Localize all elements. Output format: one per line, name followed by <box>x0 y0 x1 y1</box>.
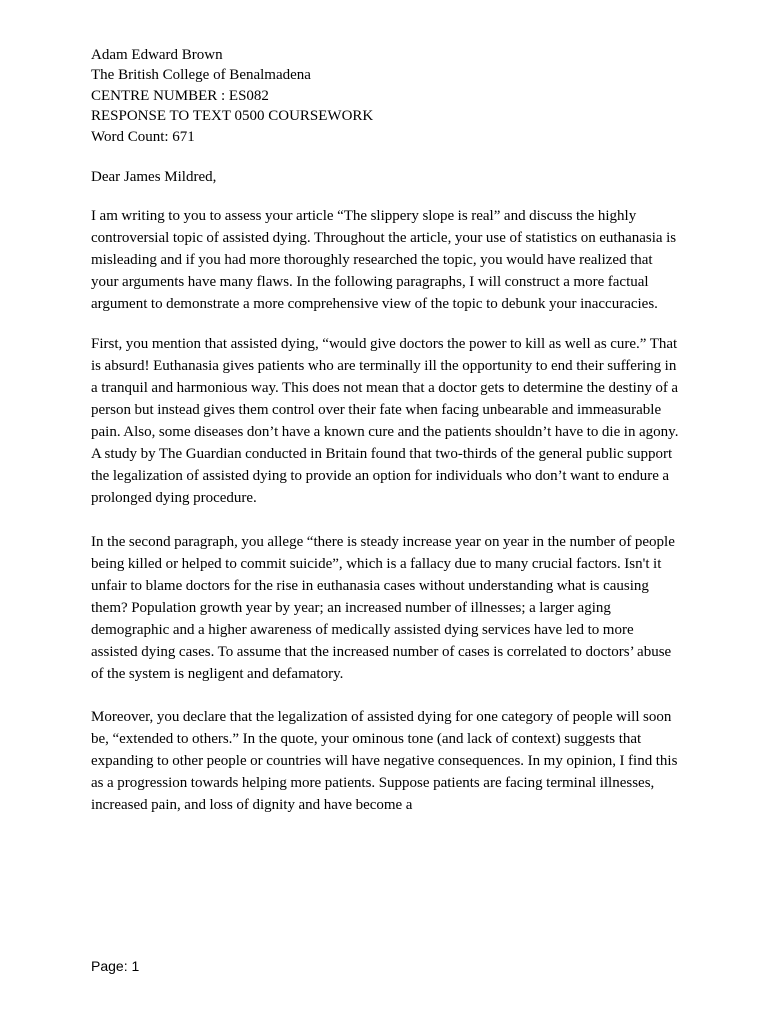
paragraph-third-point: Moreover, you declare that the legalization of assisted dying for one category of people will soon be, “extended to others.” In the quote, your ominous tone (and lack of context) suggests that expanding to other people or countries will have negative consequences. In my opinion, I find this as a progression towards helping more patients. Suppose patients are facing terminal illnesses, increased pain, and loss of dignity and have become a <box>91 709 678 814</box>
paragraph-first-point: First, you mention that assisted dying, “would give doctors the power to kill as well as cure.” That is absurd! Euthanasia gives patients who are terminally ill the opportunity to end their suffering in a tranquil and harmonious way. This does not mean that a doctor gets to determine the destiny of a person but instead gives them control over their fate when facing unbearable and immeasurable pain. Also, some diseases don’t have a known cure and the patients shouldn’t have to die in agony. A study by The Guardian conducted in Britain found that two-thirds of the general public support the legalization of assisted dying to provide an option for individuals who don’t want to endure a prolonged dying procedure. <box>91 336 679 507</box>
author-name: Adam Edward Brown <box>91 47 223 63</box>
document-body <box>91 45 681 816</box>
header-block <box>91 45 681 147</box>
paragraph-intro: I am writing to you to assess your article “The slippery slope is real” and discuss the highly controversial topic of assisted dying. Throughout the article, your use of statistics on euthanasia is misleading and if you had more thoroughly researched the topic, you would have realized that your arguments have many flaws. In the following paragraphs, I will construct a more factual argument to demonstrate a more comprehensive view of the topic to debunk your inaccuracies. <box>91 208 677 313</box>
centre-number: CENTRE NUMBER : ES082 <box>91 87 269 104</box>
word-count: Word Count: 671 <box>91 128 195 145</box>
page-number: Page: 1 <box>91 958 140 974</box>
assignment-title: RESPONSE TO TEXT 0500 COURSEWORK <box>91 108 374 125</box>
letter-salutation: Dear James Mildred, <box>91 169 217 186</box>
school-name: The British College of Benalmadena <box>91 67 311 84</box>
paragraph-second-point: In the second paragraph, you allege “there is steady increase year on year in the number of people being killed or helped to commit suicide”, which is a fallacy due to many crucial factors. Isn't it unfair to blame doctors for the rise in euthanasia cases without understanding what is causing them? Population growth year by year; an increased number of illnesses; a larger aging demographic and a higher awareness of medically assisted dying services have led to more assisted dying cases. To assume that the increased number of cases is correlated to doctors’ abuse of the system is negligent and defamatory. <box>91 534 675 683</box>
